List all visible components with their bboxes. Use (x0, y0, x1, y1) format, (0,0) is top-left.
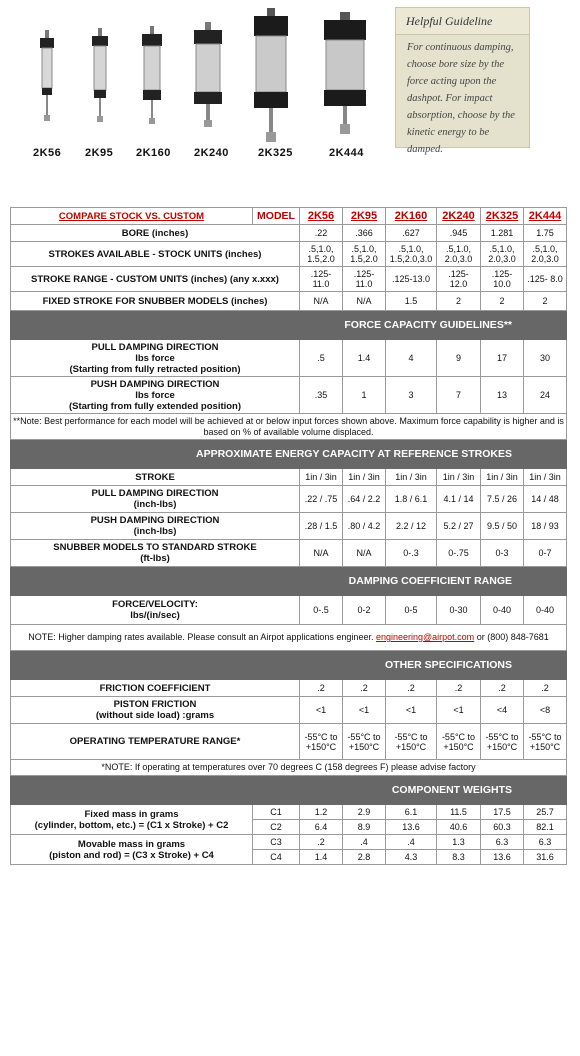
model-link-2k160[interactable]: 2K160 (386, 208, 437, 225)
product-label: 2K56 (33, 147, 62, 159)
cell: <4 (481, 697, 524, 724)
cell: 13.6 (386, 820, 437, 835)
cell: 9.5 / 50 (481, 513, 524, 540)
table-row (11, 540, 567, 567)
cell: .2 (386, 680, 437, 697)
dashpot-2k325-image (250, 8, 292, 146)
cell: 13 (481, 377, 524, 414)
dashpot-2k444-image (320, 12, 370, 136)
row-label: STROKE (11, 469, 300, 486)
section-header (11, 311, 567, 340)
cell: .80 / 4.2 (343, 513, 386, 540)
cell: 1.281 (481, 225, 524, 242)
row-label-line: lbs force (135, 389, 175, 401)
cell: 1.2 (300, 805, 343, 820)
row-label-line: (without side load) :grams (95, 710, 215, 721)
table-row (11, 292, 567, 311)
cell: 7 (437, 377, 481, 414)
table-row (11, 486, 567, 513)
table-row (11, 596, 567, 625)
cell: 24 (524, 377, 567, 414)
row-label-line: lbs force (135, 352, 175, 364)
cell: .5,1.0, 2.0,3.0 (524, 242, 567, 267)
cell: .4 (343, 835, 386, 850)
note-row (11, 760, 567, 776)
cell: 17 (481, 340, 524, 377)
row-label-line: (ft-lbs) (140, 553, 170, 564)
cell: 0-.5 (300, 596, 343, 625)
damping-note-text: NOTE: Higher damping rates available. Please consult an Airpot applications engineer. (28, 632, 374, 642)
row-label (11, 513, 300, 540)
cell: 13.6 (481, 850, 524, 865)
row-label (11, 377, 300, 414)
row-label-line: (Starting from fully retracted position) (69, 363, 241, 375)
cell: .125-13.0 (386, 267, 437, 292)
table-row (11, 724, 567, 760)
helpful-guideline-box (395, 7, 530, 155)
cell: 9 (437, 340, 481, 377)
cell: 1.75 (524, 225, 567, 242)
note-row (11, 414, 567, 440)
cell: 7.5 / 26 (481, 486, 524, 513)
model-link-2k95[interactable]: 2K95 (343, 208, 386, 225)
product-strip (0, 0, 580, 190)
table-row (11, 697, 567, 724)
cell: .2 (437, 680, 481, 697)
row-label-line: (inch-lbs) (133, 526, 177, 537)
cell: 2 (481, 292, 524, 311)
cell: 2 (524, 292, 567, 311)
engineering-email-link[interactable]: engineering@airpot.com (375, 632, 475, 642)
cell: 4.1 / 14 (437, 486, 481, 513)
cell: N/A (300, 540, 343, 567)
cell: <1 (437, 697, 481, 724)
product-label: 2K444 (329, 147, 364, 159)
cell: 1.3 (437, 835, 481, 850)
cell: 1.4 (343, 340, 386, 377)
cell: 1in / 3in (386, 469, 437, 486)
damping-coefficient-heading: DAMPING COEFFICIENT RANGE (11, 567, 567, 596)
row-label: OPERATING TEMPERATURE RANGE* (11, 724, 300, 760)
model-header: MODEL (253, 208, 300, 225)
cell: 18 / 93 (524, 513, 567, 540)
cell: .125- 8.0 (524, 267, 567, 292)
cell: 1in / 3in (437, 469, 481, 486)
cell: <8 (524, 697, 567, 724)
row-label (11, 805, 253, 835)
dashpot-2k95-image (88, 28, 112, 128)
energy-capacity-heading: APPROXIMATE ENERGY CAPACITY AT REFERENCE STROKES (11, 440, 567, 469)
table-row (11, 680, 567, 697)
cell: 2.2 / 12 (386, 513, 437, 540)
cell: 25.7 (524, 805, 567, 820)
cell: 2.9 (343, 805, 386, 820)
cell: 6.1 (386, 805, 437, 820)
cell: -55°C to +150°C (481, 724, 524, 760)
row-label-line: PULL DAMPING DIRECTION (91, 341, 219, 353)
dashpot-2k240-image (190, 22, 226, 130)
cell: 8.9 (343, 820, 386, 835)
row-label: STROKES AVAILABLE - STOCK UNITS (inches) (11, 242, 300, 267)
row-label-line: SNUBBER MODELS TO STANDARD STROKE (53, 542, 257, 553)
cell: 14 / 48 (524, 486, 567, 513)
cell: 0-30 (437, 596, 481, 625)
cell: 0-3 (481, 540, 524, 567)
guideline-text: For continuous damping, choose bore size by the force acting upon the dashpot. For impact absorption, choose by the kinetic energy to be damped. (407, 42, 515, 155)
row-label-line: PULL DAMPING DIRECTION (91, 488, 219, 499)
temperature-note: *NOTE: If operating at temperatures over 70 degrees C (158 degrees F) please advise factory (11, 760, 567, 776)
product-label: 2K325 (258, 147, 293, 159)
table-row (11, 805, 567, 820)
table-row (11, 267, 567, 292)
cell: 82.1 (524, 820, 567, 835)
cell: .2 (481, 680, 524, 697)
cell: -55°C to +150°C (524, 724, 567, 760)
cell: 2.8 (343, 850, 386, 865)
row-label-line: PUSH DAMPING DIRECTION (90, 378, 220, 390)
cell: 1 (343, 377, 386, 414)
row-label-line: lbs/(in/sec) (130, 610, 180, 621)
row-label-line: Movable mass in grams (77, 838, 186, 850)
cell: .64 / 2.2 (343, 486, 386, 513)
cell: 1in / 3in (343, 469, 386, 486)
cell: .4 (386, 835, 437, 850)
cell: <1 (343, 697, 386, 724)
damping-note-phone: or (800) 848-7681 (476, 632, 549, 642)
cell: 5.2 / 27 (437, 513, 481, 540)
cell: N/A (343, 540, 386, 567)
cell: -55°C to +150°C (437, 724, 481, 760)
cell: 17.5 (481, 805, 524, 820)
cell: .366 (343, 225, 386, 242)
product-label: 2K95 (85, 147, 114, 159)
cell: 0-.3 (386, 540, 437, 567)
row-label-line: (cylinder, bottom, etc.) = (C1 x Stroke) + C2 (34, 819, 229, 831)
cell: <1 (386, 697, 437, 724)
table-row (11, 513, 567, 540)
table-row (11, 340, 567, 377)
section-header (11, 776, 567, 805)
cell: 31.6 (524, 850, 567, 865)
cell: 0-5 (386, 596, 437, 625)
cell: 8.3 (437, 850, 481, 865)
damping-note (11, 625, 567, 651)
cell: 1.4 (300, 850, 343, 865)
cell: .5,1.0, 1.5,2.0 (300, 242, 343, 267)
cell: 4 (386, 340, 437, 377)
cell: -55°C to +150°C (300, 724, 343, 760)
section-header (11, 440, 567, 469)
cell: N/A (343, 292, 386, 311)
cell: .627 (386, 225, 437, 242)
row-label (11, 540, 300, 567)
cell: 0-40 (481, 596, 524, 625)
cell: 6.3 (524, 835, 567, 850)
model-link-2k325[interactable]: 2K325 (481, 208, 524, 225)
cell: .125- 11.0 (300, 267, 343, 292)
product-label: 2K240 (194, 147, 229, 159)
row-label: BORE (inches) (11, 225, 300, 242)
cell: .2 (300, 835, 343, 850)
coefficient-label: C1 (253, 805, 300, 820)
cell: .5 (300, 340, 343, 377)
table-row (11, 835, 567, 850)
row-label-line: PISTON FRICTION (113, 699, 197, 710)
cell: .5,1.0, 2.0,3.0 (437, 242, 481, 267)
cell: N/A (300, 292, 343, 311)
force-note: **Note: Best performance for each model will be achieved at or below input forces shown above. Maximum force capability is higher and is based on % of available volume displaced. (11, 414, 567, 440)
cell: 6.4 (300, 820, 343, 835)
cell: .945 (437, 225, 481, 242)
compare-stock-custom-link[interactable]: COMPARE STOCK VS. CUSTOM (11, 208, 253, 225)
product-label: 2K160 (136, 147, 171, 159)
cell: 1in / 3in (481, 469, 524, 486)
force-capacity-heading: FORCE CAPACITY GUIDELINES** (11, 311, 567, 340)
cell: 3 (386, 377, 437, 414)
section-header (11, 651, 567, 680)
guideline-title: Helpful Guideline (396, 8, 529, 35)
note-row (11, 625, 567, 651)
cell: .2 (524, 680, 567, 697)
cell: 1in / 3in (524, 469, 567, 486)
row-label: STROKE RANGE - CUSTOM UNITS (inches) (any x.xxx) (11, 267, 300, 292)
table-row (11, 469, 567, 486)
cell: -55°C to +150°C (343, 724, 386, 760)
cell: 1in / 3in (300, 469, 343, 486)
section-header (11, 567, 567, 596)
component-weights-heading: COMPONENT WEIGHTS (11, 776, 567, 805)
cell: .125- 12.0 (437, 267, 481, 292)
table-row (11, 225, 567, 242)
row-label-line: (Starting from fully extended position) (68, 400, 242, 412)
cell: 6.3 (481, 835, 524, 850)
other-specifications-heading: OTHER SPECIFICATIONS (11, 651, 567, 680)
row-label-line: PUSH DAMPING DIRECTION (90, 515, 220, 526)
row-label (11, 340, 300, 377)
cell: 1.5 (386, 292, 437, 311)
row-label-line: (piston and rod) = (C3 x Stroke) + C4 (49, 849, 214, 861)
model-link-2k444[interactable]: 2K444 (524, 208, 567, 225)
cell: 40.6 (437, 820, 481, 835)
row-label: FIXED STROKE FOR SNUBBER MODELS (inches) (11, 292, 300, 311)
cell: .35 (300, 377, 343, 414)
cell: 1.8 / 6.1 (386, 486, 437, 513)
specifications-table (10, 207, 567, 865)
cell: .22 / .75 (300, 486, 343, 513)
model-header-row (11, 208, 567, 225)
cell: .5,1.0, 1.5,2.0 (343, 242, 386, 267)
cell: 2 (437, 292, 481, 311)
cell: -55°C to +150°C (386, 724, 437, 760)
cell: .22 (300, 225, 343, 242)
cell: <1 (300, 697, 343, 724)
cell: .125- 11.0 (343, 267, 386, 292)
cell: .28 / 1.5 (300, 513, 343, 540)
dashpot-2k160-image (138, 26, 166, 128)
table-row (11, 242, 567, 267)
row-label-line: FORCE/VELOCITY: (112, 599, 198, 610)
dashpot-2k56-image (36, 30, 58, 130)
cell: .2 (300, 680, 343, 697)
cell: 0-40 (524, 596, 567, 625)
coefficient-label: C2 (253, 820, 300, 835)
cell: 30 (524, 340, 567, 377)
cell: .2 (343, 680, 386, 697)
row-label (11, 596, 300, 625)
cell: 0-.75 (437, 540, 481, 567)
cell: 60.3 (481, 820, 524, 835)
row-label-line: Fixed mass in grams (84, 808, 179, 820)
cell: 0-7 (524, 540, 567, 567)
cell: .5,1.0, 2.0,3.0 (481, 242, 524, 267)
row-label: FRICTION COEFFICIENT (11, 680, 300, 697)
row-label (11, 835, 253, 865)
cell: .125- 10.0 (481, 267, 524, 292)
coefficient-label: C4 (253, 850, 300, 865)
table-row (11, 377, 567, 414)
model-link-2k240[interactable]: 2K240 (437, 208, 481, 225)
cell: 0-2 (343, 596, 386, 625)
cell: 11.5 (437, 805, 481, 820)
row-label-line: (inch-lbs) (133, 499, 177, 510)
cell: .5,1.0, 1.5,2.0,3.0 (386, 242, 437, 267)
row-label (11, 697, 300, 724)
row-label (11, 486, 300, 513)
coefficient-label: C3 (253, 835, 300, 850)
model-link-2k56[interactable]: 2K56 (300, 208, 343, 225)
cell: 4.3 (386, 850, 437, 865)
